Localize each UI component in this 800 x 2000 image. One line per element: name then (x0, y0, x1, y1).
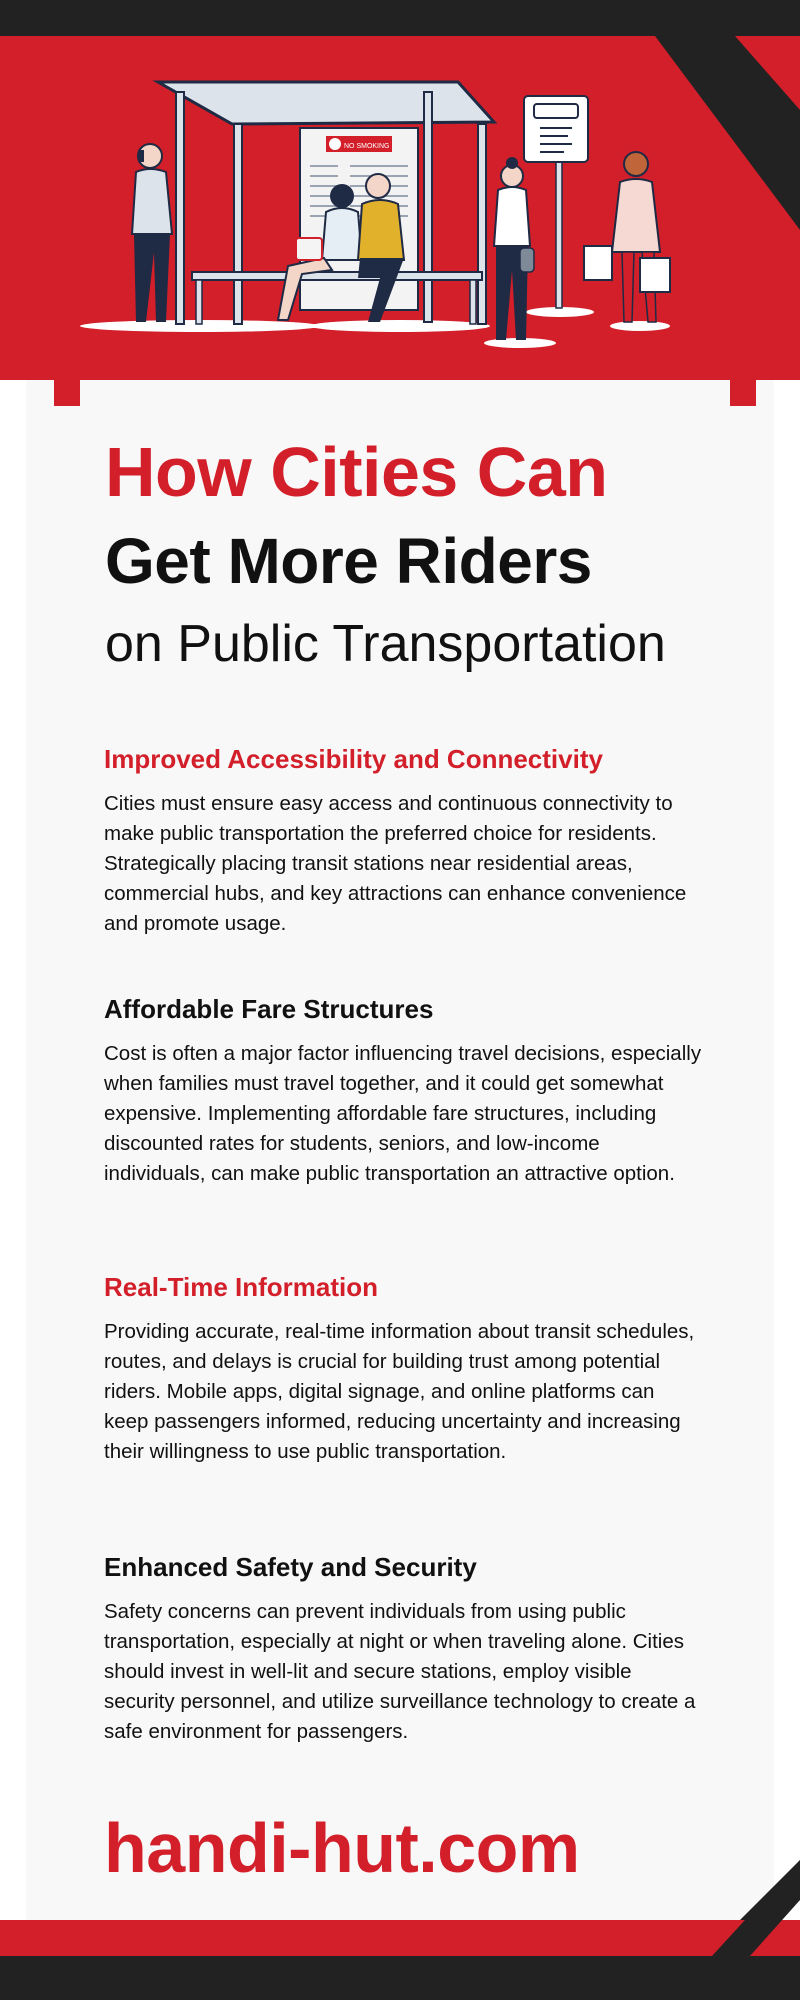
section-heading: Real-Time Information (104, 1272, 379, 1302)
ground-shadow (610, 321, 670, 331)
title-line-1: How Cities Can (105, 433, 608, 511)
hero-illustration (0, 36, 800, 380)
section-heading: Improved Accessibility and Connectivity (104, 744, 603, 774)
shelter-post (176, 92, 184, 324)
section-body: Cost is often a major factor influencing travel decisions, especially when families must travel together, and it could get somewhat expensive. Implementing affordable fare structures, including discounted rates for students, seniors, and low-income individuals, can make public transportation an attractive option. (104, 1042, 702, 1185)
shelter-roof (158, 82, 494, 124)
section-body: Cities must ensure easy access and continuous connectivity to make public transportation the preferred choice for residents. Strategically placing transit stations near residential areas, commercial hubs, and key attractions can enhance convenience and promote usage. (104, 792, 687, 935)
bottom-dark-band (0, 1956, 800, 2000)
section-safety (104, 1552, 704, 1747)
sign-label: NO SMOKING (344, 143, 390, 150)
shopping-bag-icon (640, 258, 670, 292)
bench-leg (196, 280, 202, 324)
section-body: Safety concerns can prevent individuals from using public transportation, especially at night or when traveling alone. Cities should invest in well-lit and secure stations, employ visible security personnel, and utilize surveillance technology to create a safe environment for passengers. (104, 1600, 696, 1743)
shopping-bag-icon (584, 246, 612, 280)
top-dark-band (0, 0, 800, 36)
bus-stop-illustration (0, 36, 800, 380)
title-line-3: on Public Transportation (105, 615, 666, 673)
section-heading: Affordable Fare Structures (104, 994, 434, 1024)
shelter-post (424, 92, 432, 322)
bench-leg (470, 280, 476, 324)
section-heading: Enhanced Safety and Security (104, 1552, 477, 1582)
card-tab-right (730, 380, 756, 406)
bus-stop-sign (524, 96, 588, 308)
title-line-2: Get More Riders (105, 525, 592, 597)
bottom-red-band (0, 1920, 800, 1956)
woman-with-shopping-bags (584, 152, 670, 322)
corner-stripe (655, 36, 800, 230)
shelter-post (234, 124, 242, 324)
bench (192, 272, 482, 280)
section-real-time-info (104, 1272, 704, 1467)
bus-icon (534, 104, 578, 118)
shelter-post (478, 124, 486, 324)
card-tab-left (54, 380, 80, 406)
section-body: Providing accurate, real-time information about transit schedules, routes, and delays is crucial for building trust among potential riders. Mobile apps, digital signage, and online platforms can keep passengers informed, reducing uncertainty and increasing their willingness to use public transportation. (104, 1320, 695, 1463)
website-url[interactable]: handi-hut.com (104, 1809, 580, 1887)
man-on-phone (132, 144, 172, 322)
section-accessibility (104, 744, 704, 939)
ground-shadow (310, 320, 490, 332)
no-smoking-icon (329, 138, 341, 150)
section-fares (104, 994, 704, 1189)
